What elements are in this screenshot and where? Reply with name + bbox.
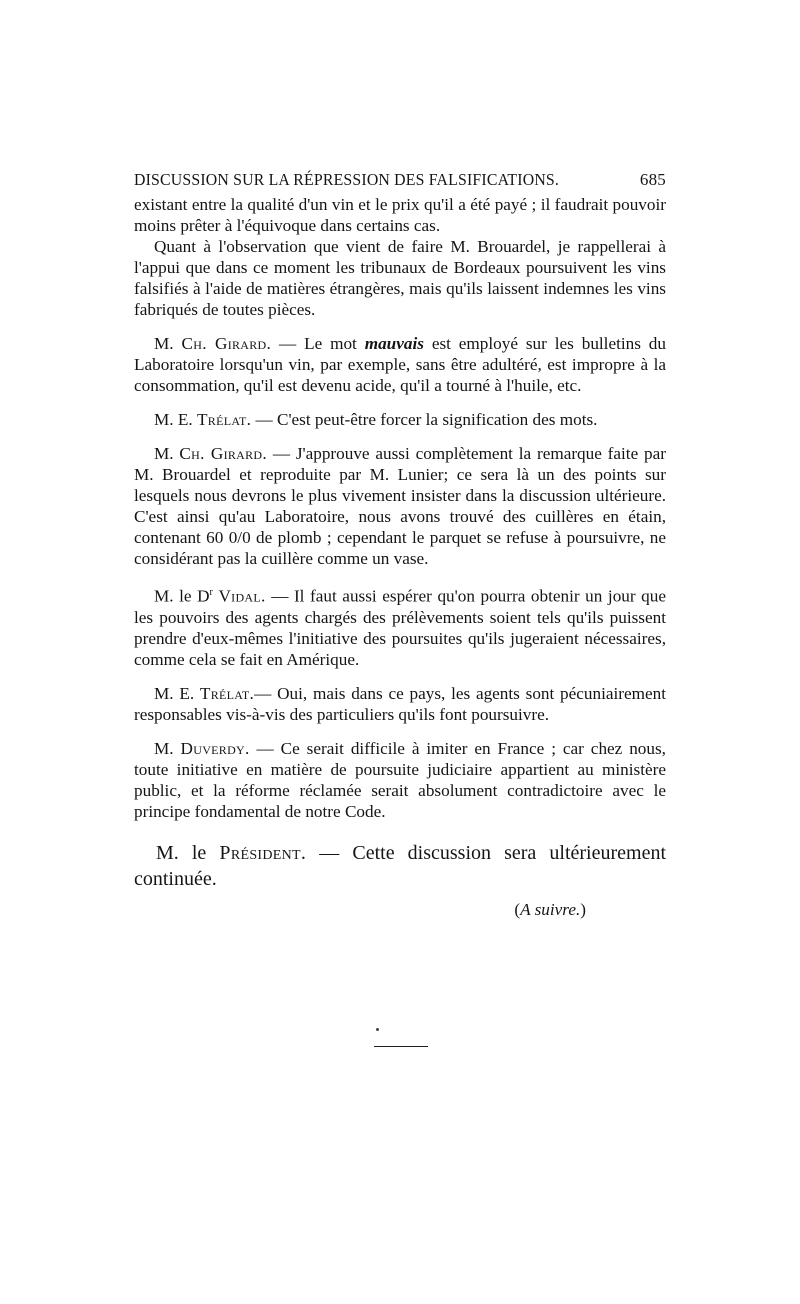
speech-vidal xyxy=(134,582,666,670)
paragraph-continued: existant entre la qualité d'un vin et le prix qu'il a été payé ; il faudrait pouvoir moins prêter à l'équivoque dans certains cas. xyxy=(134,195,666,235)
to-be-continued-text: A suivre. xyxy=(520,899,581,919)
speech-duverdy xyxy=(134,738,666,822)
speech-text: — C'est peut-être forcer la signification des mots. xyxy=(251,410,598,429)
speaker-name: Trélat. xyxy=(199,683,255,703)
speech-president xyxy=(134,840,666,892)
to-be-continued: (A suivre.) xyxy=(514,899,586,919)
speaker-name: Ch. Girard. xyxy=(179,444,267,463)
page-number: 685 xyxy=(639,170,666,189)
running-title: DISCUSSION SUR LA RÉPRESSION DES FALSIFICATIONS. xyxy=(134,170,560,189)
speaker-name: Vidal. xyxy=(212,586,266,606)
ornament-dot xyxy=(376,1028,379,1031)
italic-word: mauvais xyxy=(364,334,424,353)
speech-text: — J'approuve aussi complètement la remarque faite par M. Brouardel et reproduite par M. Lunier; ce sera là un des points sur lesquels nous devrons le plus vivement insister dans la discussion ultérieure. C'est ainsi qu'au Laboratoire, nous avons trouvé des cuillères en étain, contenant 60 0/0 de plomb ; cependant le parquet se refuse à poursuivre, ne considérant pas la cuillère comme un vase. xyxy=(134,444,666,568)
speaker-prefix: M. E. xyxy=(154,683,200,703)
speaker-prefix: M. E. xyxy=(154,410,197,429)
speaker-name: Président. xyxy=(219,841,307,864)
running-head xyxy=(134,170,666,190)
speaker-prefix: M. xyxy=(154,738,181,758)
speech-text: — Cette discussion sera ultérieurement continuée. xyxy=(134,841,667,890)
speech-trelat-1 xyxy=(134,409,666,430)
speech-text: est employé sur les bulletins du Laboratoire lorsqu'un vin, par exemple, sans être adultéré, est impropre à la consommation, qu'il est devenu acide, qu'il a tourné à l'huile, etc. xyxy=(134,334,666,395)
closing-rule xyxy=(374,1046,428,1047)
speech-text: — Oui, mais dans ce pays, les agents sont pécuniairement responsables vis-à-vis des particuliers qu'ils font poursuivre. xyxy=(134,683,666,724)
speaker-prefix: M. le D xyxy=(154,586,210,606)
speech-dash: — Le mot xyxy=(271,334,365,353)
speech-text: — Il faut aussi espérer qu'on pourra obtenir un jour que les pouvoirs des agents chargés des prélèvements soient tels qu'ils puissent prendre d'eux-mêmes l'initiative des poursuites qu'ils jugeraient nécessaires, comme cela se fait en Amérique. xyxy=(134,586,666,669)
speech-girard-1 xyxy=(134,333,666,396)
speech-trelat-2 xyxy=(134,683,666,725)
speech-girard-2 xyxy=(134,443,666,569)
speaker-superscript: r xyxy=(209,587,213,598)
speaker-name: Trélat. xyxy=(196,410,252,429)
speaker-prefix: M. xyxy=(154,334,182,353)
page xyxy=(134,170,666,920)
speech-text: — Ce serait difficile à imiter en France ; car chez nous, toute initiative en matière de poursuite judiciaire appartient au ministère public, et la réforme réclamée serait absolument contradictoire avec le principe fondamental de notre Code. xyxy=(134,738,666,821)
speaker-prefix: M. le xyxy=(156,841,220,864)
speaker-name: Duverdy. xyxy=(180,738,250,758)
speaker-prefix: M. xyxy=(154,444,180,463)
speaker-name: Ch. Girard. xyxy=(181,334,272,353)
paragraph-brouardel-remark: Quant à l'observation que vient de faire M. Brouardel, je rappellerai à l'appui que dans ce moment les tribunaux de Bordeaux poursuivent les vins falsifiés à l'aide de matières étrangères, mais qu'ils laissent indemnes les vins fabriqués de toutes pièces. xyxy=(134,237,666,319)
